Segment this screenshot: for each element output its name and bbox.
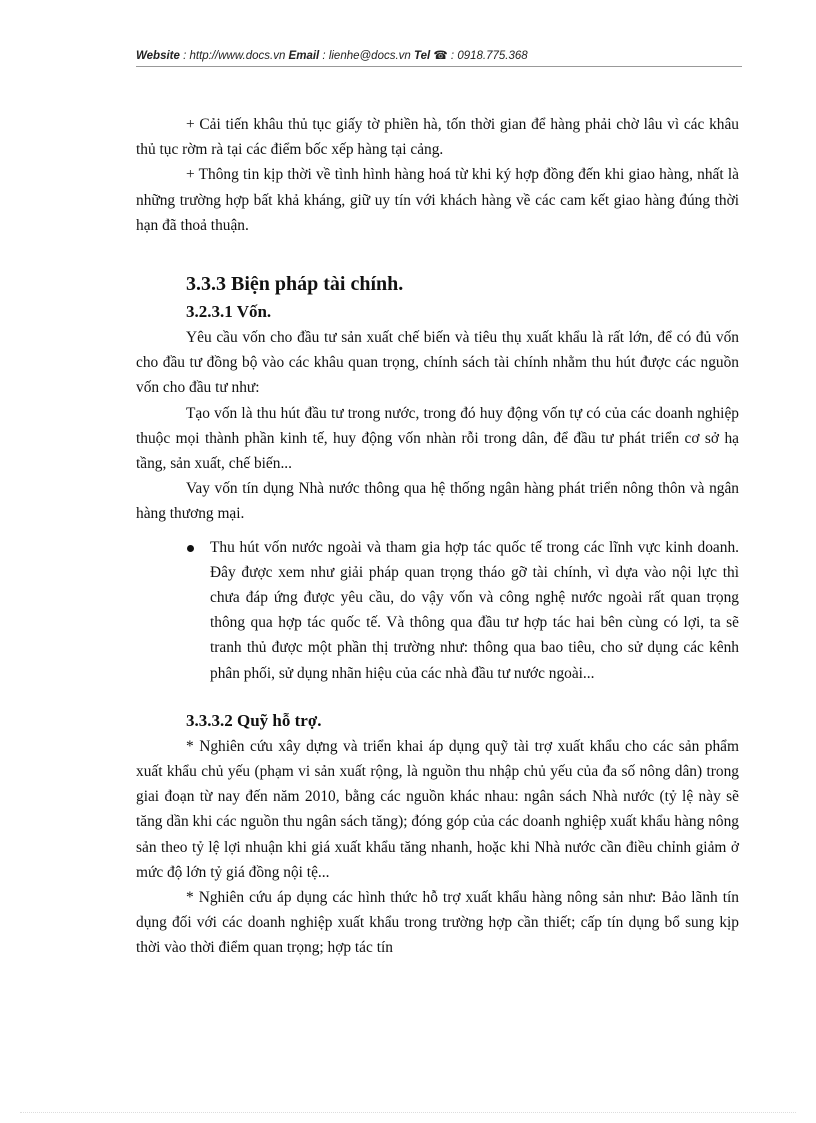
heading-financial-measures: 3.3.3 Biện pháp tài chính. (186, 273, 404, 296)
paragraph-support-forms: * Nghiên cứu áp dụng các hình thức hỗ trợ xuất khẩu hàng nông sản như: Bảo lãnh tín dụng đối với các doanh nghiệp xuất khẩu trong trường hợp cần thiết; cấp tín dụng bổ sung kịp thời vào thời điểm quan trọng; hợp tác tín (136, 889, 739, 957)
paragraph-capital-requirement: Yêu cầu vốn cho đầu tư sản xuất chế biến và tiêu thụ xuất khẩu là rất lớn, để có đủ vốn cho đầu tư đồng bộ vào các khâu quan trọng, chính sách tài chính nhằm thu hút được các nguồn vốn cho đầu tư như: (136, 329, 739, 397)
email-label: Email (288, 50, 320, 62)
document-body (136, 112, 739, 961)
paragraph-export-fund: * Nghiên cứu xây dựng và triển khai áp dụng quỹ tài trợ xuất khẩu cho các sản phẩm xuất khẩu chủ yếu (phạm vi sản xuất rộng, là nguồn thu nhập chủ yếu của đa số nông dân) trong giai đoạn từ nay đến năm 2010, bằng các nguồn khác nhau: ngân sách Nhà nước (tỷ lệ này sẽ tăng dần khi các nguồn thu ngân sách tăng); đóng góp của các doanh nghiệp xuất khẩu hàng nông sản theo tỷ lệ lợi nhuận khi giá xuất khẩu tăng nhanh, hoặc khi Nhà nước cần điều chỉnh giảm ở mức độ lớn tỷ giá đồng nội tệ... (136, 737, 739, 881)
bullet-foreign-capital (210, 535, 739, 686)
website-value: : http://www.docs.vn (179, 50, 289, 62)
paragraph-domestic-capital: Tạo vốn là thu hút đầu tư trong nước, trong đó huy động vốn tự có của các doanh nghiệp thuộc mọi thành phần kinh tế, huy động vốn nhàn rỗi trong dân, để đầu tư phát triển cơ sở hạ tầng, sản xuất, chế biến... (136, 404, 739, 473)
footer-divider (20, 1112, 796, 1113)
page-header (136, 48, 742, 62)
paragraph-procedures: + Cải tiến khâu thủ tục giấy tờ phiền hà, tốn thời gian để hàng phải chờ lâu vì các khâu thủ tục rờm rà tại các điểm bốc xếp hàng tại cảng. (136, 116, 739, 159)
bullet-text: Thu hút vốn nước ngoài và tham gia hợp tác quốc tế trong các lĩnh vực kinh doanh. Đây được xem như giải pháp quan trọng tháo gỡ tài chính, vì dựa vào nội lực thì chưa đáp ứng được yêu cầu, do vậy vốn và công nghệ nước ngoài rất quan trọng thông qua hợp tác quốc tế. Và thông qua đầu tư hợp tác hai bên cùng có lợi, ta sẽ tranh thủ được một phần thị trường như: thông qua bao tiêu, cho sử dụng các kênh phân phối, sử dụng nhãn hiệu của các nhà đầu tư nước ngoài... (210, 538, 739, 682)
paragraph-state-credit: Vay vốn tín dụng Nhà nước thông qua hệ thống ngân hàng phát triển nông thôn và ngân hàng thương mại. (136, 480, 739, 523)
tel-value: : 0918.775.368 (447, 50, 528, 62)
email-value: : lienhe@docs.vn (319, 50, 415, 62)
tel-label: Tel ☎ (414, 50, 448, 62)
website-label: Website (136, 50, 180, 62)
bullet-dot-icon (187, 545, 194, 552)
heading-capital: 3.2.3.1 Vốn. (186, 302, 272, 322)
heading-support-fund: 3.3.3.2 Quỹ hỗ trợ. (186, 710, 322, 730)
header-divider (136, 66, 742, 67)
paragraph-timely-info: + Thông tin kịp thời về tình hình hàng hoá từ khi ký hợp đồng đến khi giao hàng, nhất là những trường hợp bất khả kháng, giữ uy tín với khách hàng về các cam kết giao hàng đúng thời hạn đã thoả thuận. (136, 166, 739, 234)
